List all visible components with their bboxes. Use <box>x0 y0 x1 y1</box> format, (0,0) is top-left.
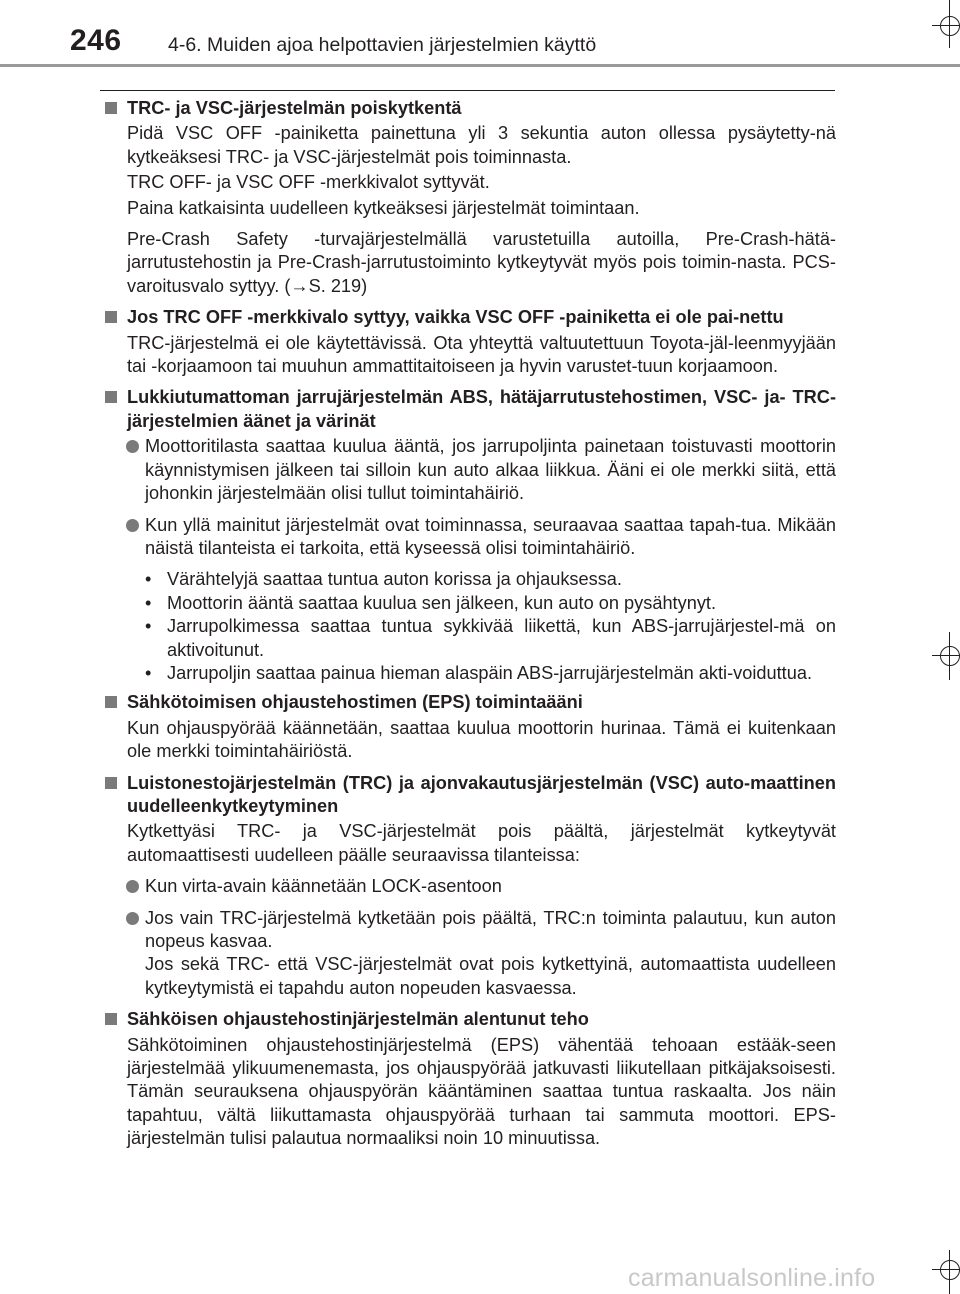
sub-list-item: • Moottorin ääntä saattaa kuulua sen jälkeen, kun auto on pysähtynyt. <box>145 592 717 613</box>
paragraph: TRC-järjestelmä ei ole käytettävissä. Ota yhteyttä valtuutettuun Toyota-jäl-leenmyyjään tai -korjaamoon tai muuhun ammattitaitoiseen ja hyvin varustet-tuun korjaamoon. <box>127 332 836 377</box>
section-trc-off-indicator <box>103 306 836 378</box>
content-divider <box>100 90 835 91</box>
chapter-title: 4-6. Muiden ajoa helpottavien järjestelmien käyttö <box>168 34 597 56</box>
paragraph: Kun ohjauspyörää käännetään, saattaa kuulua moottorin hurinaa. Tämä ei kuitenkaan ole merkki toimintahäiriöstä. <box>127 717 836 762</box>
list-item-continuation: Jos sekä TRC- että VSC-järjestelmät ovat pois kytkettyinä, automaattista uudelleen kytkeytymistä ei tapahdu auton nopeuden kasvaessa. <box>145 954 836 998</box>
round-bullet-icon <box>126 880 139 893</box>
paragraph: TRC OFF- ja VSC OFF -merkkivalot syttyvät. <box>127 172 490 193</box>
section-heading: Sähköisen ohjaustehostinjärjestelmän alentunut teho <box>103 1008 836 1031</box>
square-bullet-icon <box>105 696 117 708</box>
crop-mark-middle-right <box>918 632 960 680</box>
list-item: Moottoritilasta saattaa kuulua ääntä, jos jarrupoljinta painetaan toistuvasti moottorin käynnistymisen jälkeen tai silloin kun auto alkaa liikkua. Ääni ei ole merkki siitä, että johonkin järjestelmään olisi tullut toimintahäiriö. <box>103 435 836 505</box>
sub-list <box>103 568 836 685</box>
page-number: 246 <box>70 24 122 57</box>
list-item: Kun virta-avain käännetään LOCK-asentoon <box>103 875 836 898</box>
list-item: Kun yllä mainitut järjestelmät ovat toiminnassa, seuraavaa saattaa tapah-tua. Mikään näistä tilanteista ei tarkoita, että kyseessä olisi toimintahäiriö. <box>103 514 836 561</box>
header-divider <box>0 64 960 67</box>
sub-list-item: • Jarrupoljin saattaa painua hieman alaspäin ABS-jarrujärjestelmän akti-voiduttua. <box>145 662 813 683</box>
crop-mark-top-right <box>918 0 960 48</box>
crop-mark-bottom-right <box>918 1250 960 1294</box>
paragraph: Kytkettyäsi TRC- ja VSC-järjestelmät pois päältä, järjestelmät kytkeytyvät automaattisesti uudelleen päälle seuraavissa tilanteissa: <box>127 821 836 865</box>
watermark: carmanualsonline.info <box>628 1264 876 1292</box>
sub-list-item: • Jarrupolkimessa saattaa tuntua sykkivää liikettä, kun ABS-jarrujärjestel-mä on aktivoitunut. <box>145 616 836 660</box>
section-trc-vsc-disable <box>103 97 836 298</box>
square-bullet-icon <box>105 311 117 323</box>
section-heading: Lukkiutumattoman jarrujärjestelmän ABS, hätäjarrutustehostimen, VSC- ja- TRC-järjestelmien äänet ja värinät <box>103 386 836 433</box>
section-eps-reduced-power <box>103 1008 836 1150</box>
square-bullet-icon <box>105 391 117 403</box>
section-heading: Jos TRC OFF -merkkivalo syttyy, vaikka VSC OFF -painiketta ei ole pai-nettu <box>103 306 836 329</box>
square-bullet-icon <box>105 1013 117 1025</box>
round-bullet-icon <box>126 519 139 532</box>
list-item: Jos vain TRC-järjestelmä kytketään pois päältä, TRC:n toiminta palautuu, kun auton nopeus kasvaa. <box>103 907 836 954</box>
section-heading: Luistonestojärjestelmän (TRC) ja ajonvakautusjärjestelmän (VSC) auto-maattinen uudelleenkytkeytyminen <box>103 772 836 819</box>
section-heading: Sähkötoimisen ohjaustehostimen (EPS) toimintaääni <box>103 691 836 714</box>
paragraph: Pidä VSC OFF -painiketta painettuna yli 3 sekuntia auton ollessa pysäytetty-nä kytkeäksesi TRC- ja VSC-järjestelmät pois toiminnasta. <box>127 123 836 167</box>
page-content <box>103 97 836 1159</box>
round-bullet-icon <box>126 440 139 453</box>
paragraph: Sähkötoiminen ohjaustehostinjärjestelmä (EPS) vähentää tehoaan estääk-seen järjestelmää ylikuumenemasta, jos ohjauspyörää jatkuvasti liikutellaan pitkäjaksoisesti. Tämän seurauksena ohjauspyörän kääntäminen saattaa tuntua raskaalta. Jos näin tapahtuu, vältä liikuttamasta ohjauspyörää turhaan tai sammuta moottori. EPS-järjestelmän tulisi palautua normaaliksi noin 10 minuutissa. <box>127 1034 836 1149</box>
section-eps-sound <box>103 691 836 763</box>
sub-list-item: • Värähtelyjä saattaa tuntua auton korissa ja ohjauksessa. <box>145 569 622 590</box>
section-abs-sounds <box>103 386 836 685</box>
section-heading: TRC- ja VSC-järjestelmän poiskytkentä <box>103 97 836 120</box>
square-bullet-icon <box>105 102 117 114</box>
paragraph: Paina katkaisinta uudelleen kytkeäksesi järjestelmät toimintaan. <box>127 197 640 218</box>
round-bullet-icon <box>126 912 139 925</box>
section-auto-reactivation <box>103 772 836 1001</box>
paragraph: Pre-Crash Safety -turvajärjestelmällä varustetuilla autoilla, Pre-Crash-hätä-jarrutustehostin ja Pre-Crash-jarrutustoiminto kytkeytyvät myös pois toimin-nasta. PCS-varoitusvalo syttyy. (→S. 219) <box>127 229 836 296</box>
square-bullet-icon <box>105 777 117 789</box>
